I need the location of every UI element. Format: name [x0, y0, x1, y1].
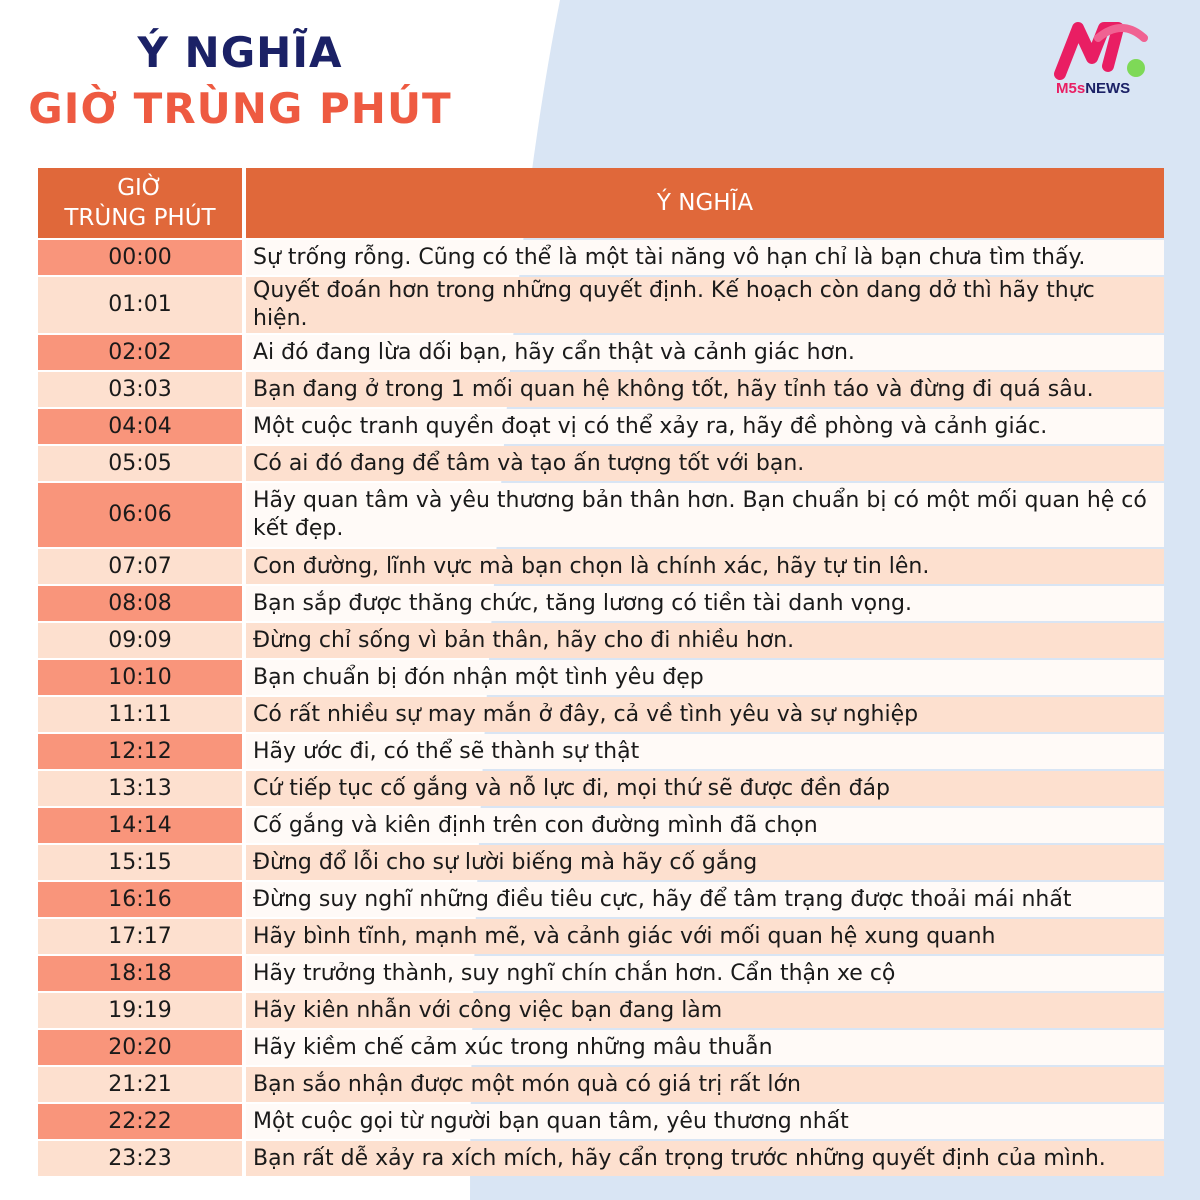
header-meaning: Ý NGHĨA [246, 168, 1164, 238]
time-cell: 10:10 [38, 660, 246, 695]
table-row [38, 771, 1164, 806]
meaning-table [38, 166, 1164, 1178]
meaning-cell: Đừng đổ lỗi cho sự lười biếng mà hãy cố gắng [246, 845, 1164, 880]
table-row [38, 1141, 1164, 1176]
meaning-cell: Hãy kiên nhẫn với công việc bạn đang làm [246, 993, 1164, 1028]
table-row [38, 335, 1164, 370]
header-time-line2: TRÙNG PHÚT [64, 205, 216, 231]
meaning-cell: Bạn đang ở trong 1 mối quan hệ không tốt, hãy tỉnh táo và đừng đi quá sâu. [246, 372, 1164, 407]
meaning-cell: Hãy kiềm chế cảm xúc trong những mâu thuẫn [246, 1030, 1164, 1065]
time-cell: 02:02 [38, 335, 246, 370]
time-cell: 15:15 [38, 845, 246, 880]
time-cell: 13:13 [38, 771, 246, 806]
meaning-cell: Đừng chỉ sống vì bản thân, hãy cho đi nhiều hơn. [246, 623, 1164, 658]
table-row [38, 372, 1164, 407]
meaning-cell: Bạn rất dễ xảy ra xích mích, hãy cẩn trọng trước những quyết định của mình. [246, 1141, 1164, 1176]
table-row [38, 845, 1164, 880]
meaning-cell: Đừng suy nghĩ những điều tiêu cực, hãy để tâm trạng được thoải mái nhất [246, 882, 1164, 917]
meaning-cell: Ai đó đang lừa dối bạn, hãy cẩn thật và cảnh giác hơn. [246, 335, 1164, 370]
meaning-cell: Hãy bình tĩnh, mạnh mẽ, và cảnh giác với mối quan hệ xung quanh [246, 919, 1164, 954]
logo-name: NEWS [1085, 80, 1131, 97]
table-row [38, 919, 1164, 954]
table-row [38, 240, 1164, 275]
table-row [38, 277, 1164, 333]
time-cell: 20:20 [38, 1030, 246, 1065]
meaning-cell: Có ai đó đang để tâm và tạo ấn tượng tốt với bạn. [246, 446, 1164, 481]
time-cell: 21:21 [38, 1067, 246, 1102]
table-row [38, 1067, 1164, 1102]
time-cell: 14:14 [38, 808, 246, 843]
table-row [38, 623, 1164, 658]
time-cell: 03:03 [38, 372, 246, 407]
page-title-line2: GIỜ TRÙNG PHÚT [28, 84, 452, 133]
meaning-cell: Hãy ước đi, có thể sẽ thành sự thật [246, 734, 1164, 769]
table-row [38, 1030, 1164, 1065]
meaning-cell: Cố gắng và kiên định trên con đường mình đã chọn [246, 808, 1164, 843]
m5s-news-logo [1052, 18, 1162, 102]
meaning-cell: Có rất nhiều sự may mắn ở đây, cả về tình yêu và sự nghiệp [246, 697, 1164, 732]
time-cell: 01:01 [38, 277, 246, 333]
table-row [38, 734, 1164, 769]
table-row [38, 808, 1164, 843]
time-cell: 12:12 [38, 734, 246, 769]
time-cell: 19:19 [38, 993, 246, 1028]
time-cell: 09:09 [38, 623, 246, 658]
table-row [38, 882, 1164, 917]
time-cell: 22:22 [38, 1104, 246, 1139]
table-row [38, 956, 1164, 991]
table-row [38, 409, 1164, 444]
logo-text [1056, 80, 1166, 97]
time-cell: 18:18 [38, 956, 246, 991]
table-row [38, 1104, 1164, 1139]
table-row [38, 697, 1164, 732]
time-cell: 11:11 [38, 697, 246, 732]
time-cell: 05:05 [38, 446, 246, 481]
table-header-row [38, 168, 1164, 238]
page-title-line1: Ý NGHĨA [137, 28, 343, 77]
meaning-cell: Sự trống rỗng. Cũng có thể là một tài năng vô hạn chỉ là bạn chưa tìm thấy. [246, 240, 1164, 275]
time-cell: 06:06 [38, 483, 246, 547]
table-row [38, 483, 1164, 547]
time-cell: 16:16 [38, 882, 246, 917]
meaning-cell: Cứ tiếp tục cố gắng và nỗ lực đi, mọi thứ sẽ được đền đáp [246, 771, 1164, 806]
meaning-cell: Bạn chuẩn bị đón nhận một tình yêu đẹp [246, 660, 1164, 695]
header-time [38, 168, 246, 238]
header-time-line1: GIỜ [117, 175, 163, 201]
time-cell: 07:07 [38, 549, 246, 584]
time-cell: 08:08 [38, 586, 246, 621]
meaning-cell: Con đường, lĩnh vực mà bạn chọn là chính xác, hãy tự tin lên. [246, 549, 1164, 584]
meaning-cell: Hãy trưởng thành, suy nghĩ chín chắn hơn. Cẩn thận xe cộ [246, 956, 1164, 991]
meaning-cell: Một cuộc gọi từ người bạn quan tâm, yêu thương nhất [246, 1104, 1164, 1139]
meaning-cell: Hãy quan tâm và yêu thương bản thân hơn. Bạn chuẩn bị có một mối quan hệ có kết đẹp. [246, 483, 1164, 547]
meaning-cell: Bạn sắp được thăng chức, tăng lương có tiền tài danh vọng. [246, 586, 1164, 621]
table-row [38, 586, 1164, 621]
table-row [38, 446, 1164, 481]
logo-prefix: M5s [1056, 80, 1086, 97]
table-row [38, 993, 1164, 1028]
m5s-logo-icon [1052, 18, 1162, 82]
table-row [38, 549, 1164, 584]
meaning-cell: Một cuộc tranh quyền đoạt vị có thể xảy ra, hãy đề phòng và cảnh giác. [246, 409, 1164, 444]
table-row [38, 660, 1164, 695]
meaning-cell: Quyết đoán hơn trong những quyết định. Kế hoạch còn dang dở thì hãy thực hiện. [246, 277, 1164, 333]
meaning-cell: Bạn sắo nhận được một món quà có giá trị rất lớn [246, 1067, 1164, 1102]
time-cell: 00:00 [38, 240, 246, 275]
time-cell: 04:04 [38, 409, 246, 444]
time-cell: 23:23 [38, 1141, 246, 1176]
time-cell: 17:17 [38, 919, 246, 954]
